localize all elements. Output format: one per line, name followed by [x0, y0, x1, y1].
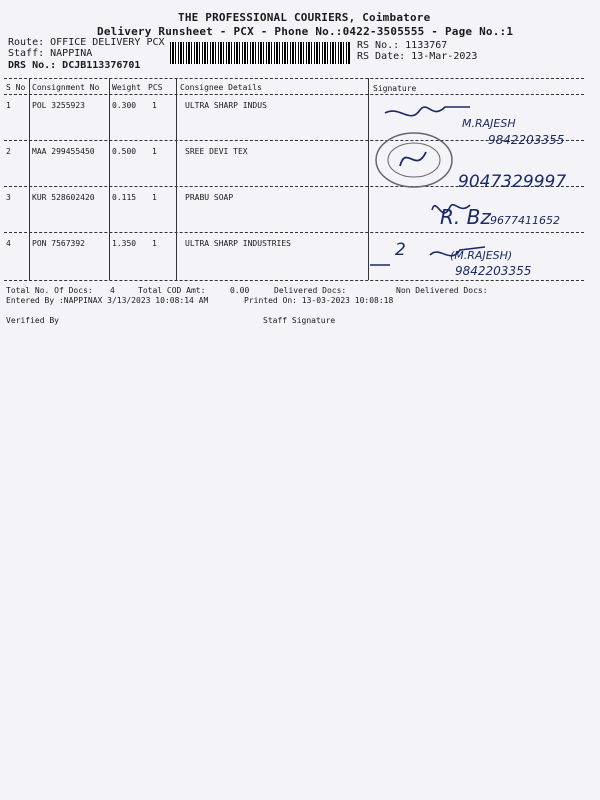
row4-sno: 4: [6, 239, 11, 248]
row2-sno: 2: [6, 147, 11, 156]
row1-signature-name: M.RAJESH: [462, 117, 516, 130]
row1-signature-phone: 9842203355: [488, 133, 565, 147]
cod-amount: 0.00: [230, 286, 250, 295]
row2-pcs: 1: [152, 147, 157, 156]
barcode: [170, 42, 350, 64]
row1-sno: 1: [6, 101, 11, 110]
table-top-rule: [4, 78, 584, 79]
col-weight: Weight: [112, 83, 141, 92]
row3-weight: 0.115: [112, 193, 137, 202]
row1-consignee: ULTRA SHARP INDUS: [185, 101, 267, 110]
staff-signature-label: Staff Signature: [263, 316, 336, 325]
row3-sno: 3: [6, 193, 11, 202]
drs-number: DRS No.: DCJB113376701: [8, 60, 141, 71]
printed-on: Printed On: 13-03-2023 10:08:18: [244, 296, 394, 305]
entered-by: Entered By :NAPPINAX 3/13/2023 10:08:14 AM: [6, 296, 209, 305]
cod-label: Total COD Amt:: [138, 286, 206, 295]
row1-weight: 0.300: [112, 101, 137, 110]
rs-date: RS Date: 13-Mar-2023: [357, 51, 478, 62]
staff-label: Staff: NAPPINA: [8, 48, 93, 59]
row1-consignment: POL 3255923: [32, 101, 85, 110]
non-delivered-docs-label: Non Delivered Docs:: [396, 286, 488, 295]
row4-signature-name: (M.RAJESH): [450, 249, 513, 262]
row4-pcs: 1: [152, 239, 157, 248]
row1-pcs: 1: [152, 101, 157, 110]
row3-signature-initials: R. Bz: [440, 205, 491, 229]
row2-consignee: SREE DEVI TEX: [185, 147, 248, 156]
col-sno: S No: [6, 83, 26, 92]
row2-signature-phone: 9047329997: [458, 172, 567, 192]
total-docs-value: 4: [110, 286, 115, 295]
stamp-icon: [372, 130, 456, 190]
route-label: Route: OFFICE DELIVERY PCX: [8, 37, 165, 48]
row4-consignment: PON 7567392: [32, 239, 85, 248]
total-docs-label: Total No. Of Docs:: [6, 286, 93, 295]
row4-weight: 1.350: [112, 239, 137, 248]
row2-weight: 0.500: [112, 147, 137, 156]
row4-signature-phone: 9842203355: [455, 264, 532, 278]
table-bottom-rule: [4, 280, 584, 281]
rs-number: RS No.: 1133767: [357, 40, 448, 51]
col-pcs: PCS: [148, 83, 163, 92]
verified-by-label: Verified By: [6, 316, 59, 325]
col-consignee: Consignee Details: [180, 83, 262, 92]
company-title: THE PROFESSIONAL COURIERS, Coimbatore: [178, 11, 431, 24]
delivered-docs-label: Delivered Docs:: [274, 286, 347, 295]
col-consignment: Consignment No: [32, 83, 100, 92]
runsheet-subtitle: Delivery Runsheet - PCX - Phone No.:0422-3505555 - Page No.:1: [97, 25, 514, 38]
row4-consignee: ULTRA SHARP INDUSTRIES: [185, 239, 291, 248]
col-signature: Signature: [373, 84, 417, 93]
row3-signature-phone: 9677411652: [490, 214, 560, 227]
row2-consignment: MAA 299455450: [32, 147, 95, 156]
row3-pcs: 1: [152, 193, 157, 202]
row4-signature-initials: 2: [395, 240, 406, 260]
row3-consignee: PRABU SOAP: [185, 193, 234, 202]
row3-consignment: KUR 528602420: [32, 193, 95, 202]
